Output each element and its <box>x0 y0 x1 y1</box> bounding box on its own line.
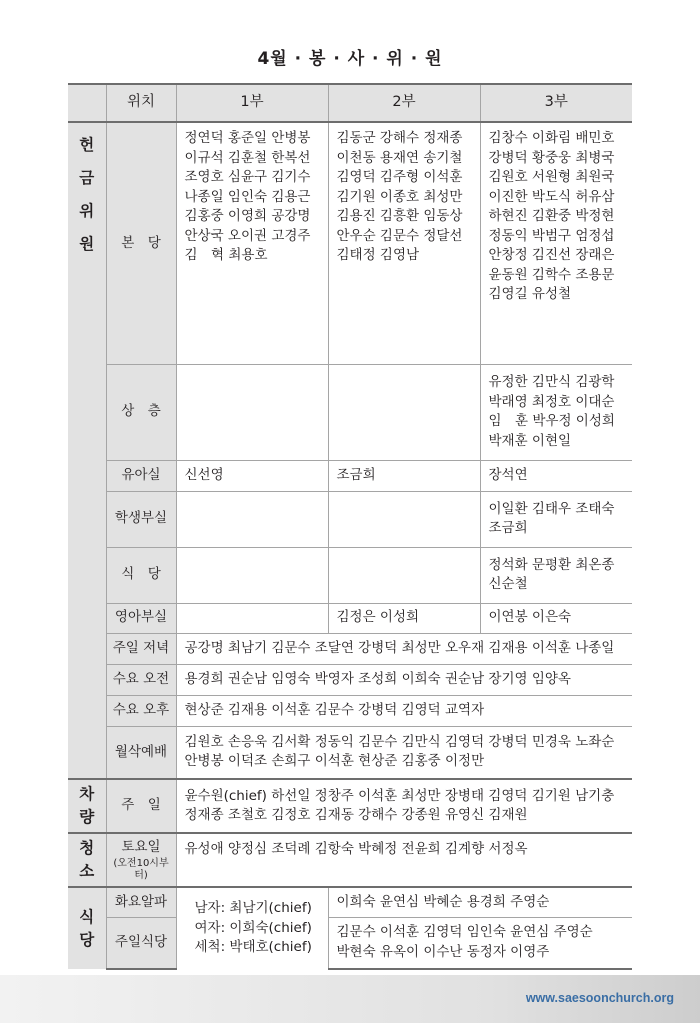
student-service-2 <box>328 491 480 547</box>
label-dining-tuesday: 화요알파 <box>106 887 176 917</box>
row-monthly-service <box>68 726 632 779</box>
row-wed-afternoon <box>68 695 632 726</box>
label-dining-sunday: 주일식당 <box>106 917 176 969</box>
main-hall-service-2: 김동군 강해수 정재종 이천동 용재연 송기철 김영덕 김주형 이석훈 김기원 이종호 최성만 김용진 김흥환 임동상 안우순 김문수 정달선 김태정 김영남 <box>328 122 480 364</box>
infant-service-3: 이연봉 이은숙 <box>480 603 632 633</box>
cleaning-day: 토요일 <box>121 839 161 856</box>
student-service-1 <box>176 491 328 547</box>
label-sunday-evening: 주일 저녁 <box>106 633 176 664</box>
infant-service-1 <box>176 603 328 633</box>
header-corner <box>68 84 106 122</box>
label-wed-morning: 수요 오전 <box>106 664 176 695</box>
label-toddler-room: 유아실 <box>106 460 176 491</box>
cleaning-time: (오전10시부터) <box>113 857 169 881</box>
group-char: 차 <box>79 785 95 803</box>
vehicle-sunday-names: 윤수원(chief) 하선일 정창주 이석훈 최성만 장병태 김영덕 김기원 남기충 정재종 조철호 김정호 김재동 강해수 강종원 유영신 김재원 <box>176 779 632 833</box>
label-student-room: 학생부실 <box>106 491 176 547</box>
main-hall-service-1: 정연덕 홍준일 안병봉 이규석 김훈철 한복선 조영호 심윤구 김기수 나종일 임인숙 김용근 김홍중 이영희 공강명 안상국 오이권 고경주 김 혁 최용호 <box>176 122 328 364</box>
row-wed-morning <box>68 664 632 695</box>
toddler-service-3: 장석연 <box>480 460 632 491</box>
upper-floor-service-1 <box>176 364 328 460</box>
label-vehicle-sunday: 주 일 <box>106 779 176 833</box>
label-cafeteria: 식 당 <box>106 547 176 603</box>
row-upper-floor <box>68 364 632 460</box>
header-service-3: 3부 <box>480 84 632 122</box>
cafeteria-service-1 <box>176 547 328 603</box>
group-char: 량 <box>79 808 95 826</box>
row-infant-room <box>68 603 632 633</box>
footer-url[interactable]: www.saesoonchurch.org <box>525 991 674 1005</box>
upper-floor-service-2 <box>328 364 480 460</box>
row-main-hall <box>68 122 632 364</box>
group-char: 식 <box>79 907 95 926</box>
footer-bar <box>0 975 700 1023</box>
wed-afternoon-names: 현상준 김재용 이석훈 김문수 강병덕 김영덕 교역자 <box>176 695 632 726</box>
cleaning-saturday-names: 유성애 양정심 조덕례 김항숙 박혜정 전윤희 김계향 서정옥 <box>176 833 632 887</box>
infant-service-2: 김정은 이성희 <box>328 603 480 633</box>
row-student-room <box>68 491 632 547</box>
row-cleaning-saturday <box>68 833 632 887</box>
dining-sunday-names: 김문수 이석훈 김영덕 임인숙 윤연심 주영순 박현숙 유옥이 이수난 동정자 이영주 <box>328 917 632 969</box>
dining-chiefs: 남자: 최남기(chief) 여자: 이희숙(chief) 세척: 박태호(chief) <box>176 887 328 969</box>
cafeteria-service-2 <box>328 547 480 603</box>
wed-morning-names: 용경희 권순남 임영숙 박영자 조성희 이희숙 권순남 장기영 임양옥 <box>176 664 632 695</box>
row-dining-tuesday <box>68 887 632 917</box>
page-title: 4월 · 봉 · 사 · 위 · 원 <box>257 49 443 69</box>
group-char: 금 <box>79 169 95 187</box>
label-upper-floor: 상 층 <box>106 364 176 460</box>
table-header-row <box>68 84 632 122</box>
group-vehicle <box>68 779 106 833</box>
group-char: 청 <box>79 839 95 857</box>
row-dining-sunday <box>68 917 632 969</box>
header-position: 위치 <box>106 84 176 122</box>
volunteer-table <box>68 83 632 970</box>
group-char: 원 <box>79 235 95 253</box>
label-main-hall: 본 당 <box>106 122 176 364</box>
sunday-evening-names: 공강명 최남기 김문수 조달연 강병덕 최성만 오우재 김재용 이석훈 나종일 <box>176 633 632 664</box>
group-char: 소 <box>79 862 95 880</box>
row-toddler-room <box>68 460 632 491</box>
upper-floor-service-3: 유정한 김만식 김광학 박래영 최정호 이대순 임 훈 박우정 이성희 박재훈 이현일 <box>480 364 632 460</box>
cafeteria-service-3: 정석화 문평환 최온종 신순철 <box>480 547 632 603</box>
row-cafeteria <box>68 547 632 603</box>
label-monthly-service: 월삭예배 <box>106 726 176 779</box>
group-dining <box>68 887 106 969</box>
group-char: 위 <box>79 202 95 220</box>
monthly-service-names: 김원호 손응욱 김서확 정동익 김문수 김만식 김영덕 강병덕 민경욱 노좌순 안병봉 이덕조 손희구 이석훈 현상준 김홍중 이정만 <box>176 726 632 779</box>
group-cleaning <box>68 833 106 887</box>
header-service-2: 2부 <box>328 84 480 122</box>
main-hall-service-3: 김창수 이화림 배민호 강병덕 황중웅 최병국 김원호 서원형 최원국 이진한 박도식 허유삼 하현진 김환중 박정현 정동익 박범구 엄정섭 안창정 김진선 장래은 윤동원 김학수 조용문 김영길 유성철 <box>480 122 632 364</box>
dining-tuesday-names: 이희숙 윤연심 박혜순 용경희 주영순 <box>328 887 632 917</box>
label-wed-afternoon: 수요 오후 <box>106 695 176 726</box>
row-sunday-evening <box>68 633 632 664</box>
row-vehicle-sunday <box>68 779 632 833</box>
label-infant-room: 영아부실 <box>106 603 176 633</box>
student-service-3: 이일환 김태우 조태숙 조금희 <box>480 491 632 547</box>
header-service-1: 1부 <box>176 84 328 122</box>
toddler-service-2: 조금희 <box>328 460 480 491</box>
group-char: 당 <box>79 930 95 949</box>
toddler-service-1: 신선영 <box>176 460 328 491</box>
label-cleaning-saturday <box>106 833 176 887</box>
group-char: 헌 <box>79 136 95 154</box>
group-offering-committee <box>68 122 106 779</box>
